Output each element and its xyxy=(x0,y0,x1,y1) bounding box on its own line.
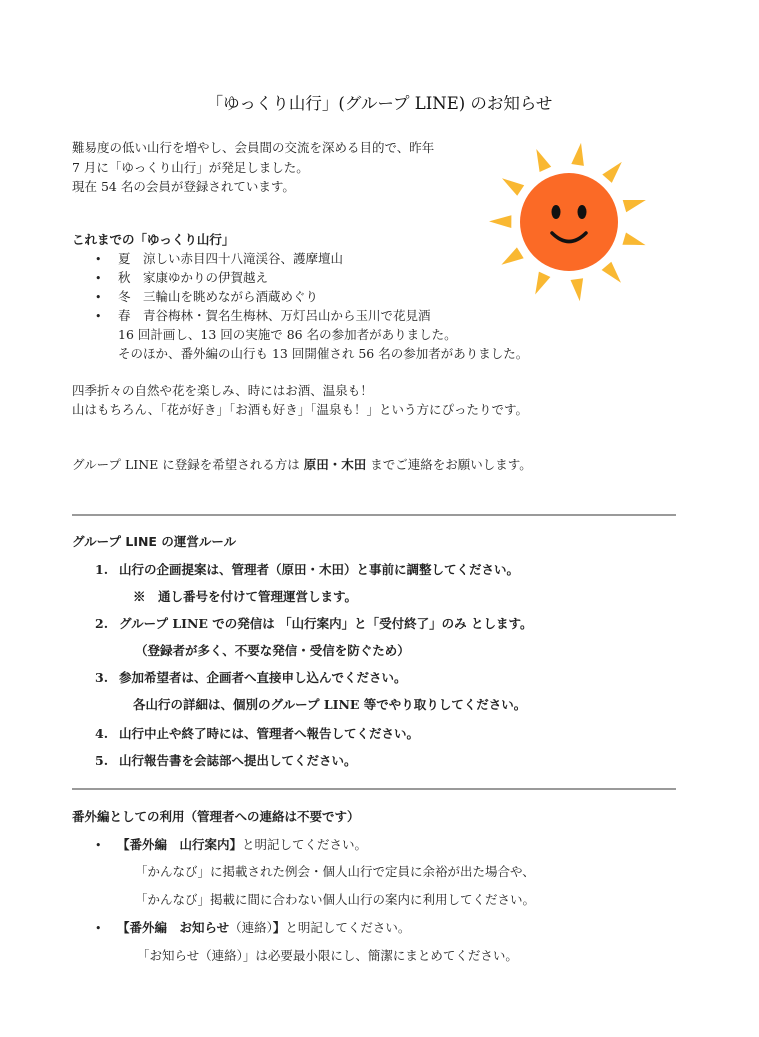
appeal-line-1: 四季折々の自然や花を楽しみ、時にはお酒、温泉も！ xyxy=(72,383,373,398)
extra-item-2-close: 】 xyxy=(272,920,286,935)
rule-text: 山行の企画提案は、管理者（原田・木田）と事前に調整してください。 xyxy=(119,562,520,577)
list-item xyxy=(95,268,269,288)
sun-eye xyxy=(552,205,561,219)
contact-line xyxy=(72,455,532,474)
intro-line-1: 難易度の低い山行を増やし、会員間の交流を深める目的で、昨年 xyxy=(72,140,435,155)
sun-ray xyxy=(602,262,621,283)
rule-number: 2. xyxy=(95,616,109,631)
section-divider xyxy=(72,788,676,790)
history-summary-2: そのほか、番外編の山行も 13 回開催され 56 名の参加者がありました。 xyxy=(118,346,529,361)
list-item xyxy=(95,287,319,307)
sun-ray xyxy=(501,247,523,264)
sun-ray xyxy=(623,200,646,212)
smiling-sun-icon xyxy=(485,138,653,306)
sun-ray xyxy=(571,278,584,301)
sun-ray xyxy=(489,215,511,228)
extra-item-2 xyxy=(117,918,410,937)
list-item xyxy=(95,306,431,326)
rule-number: 5. xyxy=(95,753,109,768)
rule-item xyxy=(95,614,533,633)
history-item-text: 春 青谷梅林・賀名生梅林、万灯呂山から玉川で花見酒 xyxy=(118,308,431,323)
sun-ray xyxy=(602,162,622,183)
list-item xyxy=(95,918,411,938)
contact-prefix: グループ LINE に登録を希望される方は xyxy=(72,457,304,472)
sun-ray xyxy=(536,149,551,172)
extra-item-1-label: 【番外編 山行案内】 xyxy=(117,837,243,852)
extra-item-2-paren: （連絡） xyxy=(229,920,273,935)
history-item-text: 夏 涼しい赤目四十八滝渓谷、護摩壇山 xyxy=(118,251,344,266)
history-item-text: 秋 家康ゆかりの伊賀越え xyxy=(118,270,269,285)
intro-line-2: 7 月に「ゆっくり山行」が発足しました。 xyxy=(72,160,309,175)
rule-number: 1. xyxy=(95,562,109,577)
rule-number: 3. xyxy=(95,670,109,685)
history-summary-1: 16 回計画し、13 回の実施で 86 名の参加者がありました。 xyxy=(118,327,457,342)
bullet: • xyxy=(95,839,102,852)
extra-item-2-label: 【番外編 お知らせ xyxy=(117,920,230,935)
history-heading: これまでの「ゆっくり山行」 xyxy=(72,232,235,247)
extra-item-1-sub-1: 「かんなび」に掲載された例会・個人山行で定員に余裕が出た場合や、 xyxy=(135,864,535,879)
bullet: • xyxy=(95,291,102,304)
sun-ray xyxy=(571,143,584,166)
bullet: • xyxy=(95,253,102,266)
rule-item xyxy=(95,560,520,579)
rule-item xyxy=(95,724,420,743)
history-item-text: 冬 三輪山を眺めながら酒蔵めぐり xyxy=(118,289,319,304)
extra-item-1-rest: と明記してください。 xyxy=(242,837,368,852)
list-item xyxy=(95,835,368,855)
rule-text: グループ LINE での発信は 「山行案内」と「受付終了」のみ とします。 xyxy=(119,616,533,631)
rule-text: 山行報告書を会誌部へ提出してください。 xyxy=(119,753,357,768)
extra-item-2-sub: 「お知らせ（連絡）」は必要最小限にし、簡潔にまとめてください。 xyxy=(137,948,518,963)
rule-item xyxy=(95,668,407,687)
rule-sub: ※ 通し番号を付けて管理運営します。 xyxy=(133,589,358,604)
sun-ray xyxy=(502,178,524,196)
bullet: • xyxy=(95,310,102,323)
extra-item-1 xyxy=(117,835,367,854)
appeal-line-2: 山はもちろん、「花が好き」「お酒も好き」「温泉も！」という方にぴったりです。 xyxy=(72,402,529,417)
sun-ray xyxy=(535,272,550,295)
rule-item xyxy=(95,751,357,770)
rule-text: 参加希望者は、企画者へ直接申し込んでください。 xyxy=(119,670,407,685)
rule-number: 4. xyxy=(95,726,109,741)
extra-heading: 番外編としての利用（管理者への連絡は不要です） xyxy=(72,809,360,824)
contact-suffix: までご連絡をお願いします。 xyxy=(366,457,532,472)
list-item xyxy=(95,249,344,269)
rule-text: 山行中止や終了時には、管理者へ報告してください。 xyxy=(119,726,420,741)
intro-line-3: 現在 54 名の会員が登録されています。 xyxy=(72,179,295,194)
rule-sub: （登録者が多く、不要な発信・受信を防ぐため） xyxy=(135,643,410,658)
sun-face xyxy=(520,173,618,271)
bullet: • xyxy=(95,272,102,285)
sun-ray xyxy=(622,233,645,246)
contact-names: 原田・木田 xyxy=(303,457,367,472)
bullet: • xyxy=(95,922,102,935)
section-divider xyxy=(72,514,676,516)
rule-sub: 各山行の詳細は、個別のグループ LINE 等でやり取りしてください。 xyxy=(133,697,527,712)
page-title: 「ゆっくり山行」(グループ LINE) のお知らせ xyxy=(206,94,553,113)
extra-item-2-rest: と明記してください。 xyxy=(285,920,411,935)
rules-heading: グループ LINE の運営ルール xyxy=(72,534,237,549)
sun-eye xyxy=(578,205,587,219)
extra-item-1-sub-2: 「かんなび」掲載に間に合わない個人山行の案内に利用してください。 xyxy=(135,892,536,907)
